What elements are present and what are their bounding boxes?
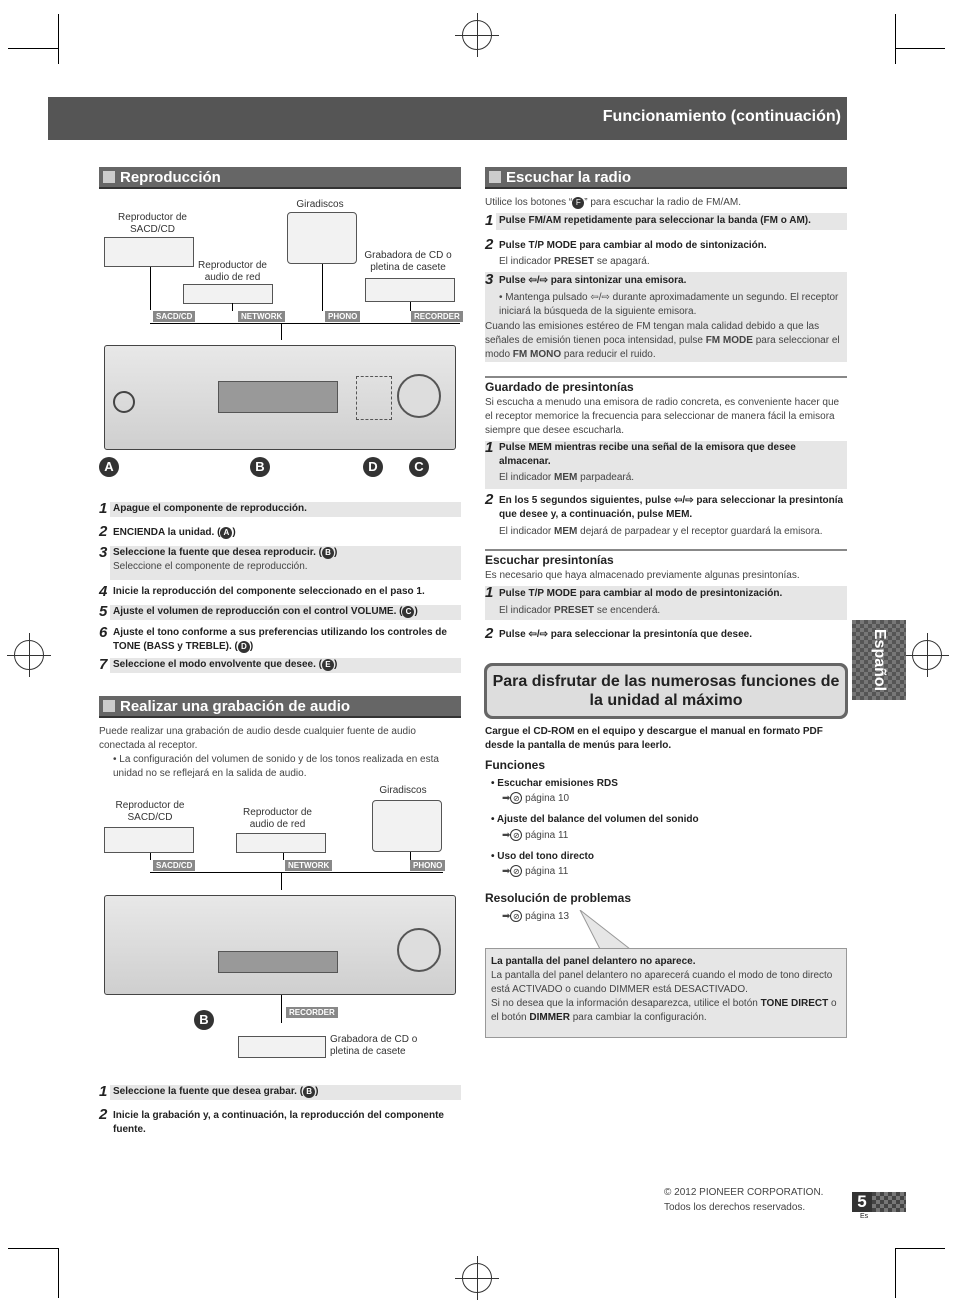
tag-phono: PHONO	[410, 860, 445, 871]
step-text: Pulse T/P MODE para cambiar al modo de presintonización.	[499, 588, 783, 599]
step-para: Cuando las emisiones estéreo de FM tengan mala calidad debido a que las señales de emisión tienen poca intensidad, pulse FM MODE para seleccionar el modo FM MONO para reducir el ruido.	[485, 321, 840, 360]
registration-mark	[912, 640, 942, 670]
subsection-escuchar: Escuchar presintonías	[485, 549, 847, 567]
crop-mark	[58, 14, 59, 64]
step-text: Seleccione la fuente que desea reproducir. ( B ) Seleccione el componente de reproducción.	[110, 546, 461, 580]
step-number: 1	[99, 500, 108, 517]
radio-intro: Utilice los botones “ F ” para escuchar la radio de FM/AM.	[485, 197, 741, 208]
crop-mark	[8, 1248, 58, 1249]
grabacion-bullet: • La configuración del volumen de sonido y de los tonos realizada en esta unidad no se reflejará en la salida de audio.	[113, 754, 439, 779]
crop-mark	[895, 1248, 945, 1249]
step-number: 1	[485, 212, 494, 229]
grabacion-intro: Puede realizar una grabación de audio desde cualquier fuente de audio conectada al receptor.	[99, 726, 416, 751]
connector-line	[150, 323, 460, 324]
step-text: En los 5 segundos siguientes, pulse ⇦/⇨ para seleccionar la presintonía que desee y, a continuación, pulse MEM.	[499, 495, 844, 520]
step-text: Ajuste el tono conforme a sus preferencias utilizando los controles de TONE (BASS y TREBLE). ( D )	[113, 627, 447, 652]
connector-line	[322, 264, 323, 311]
connector-line	[150, 853, 151, 860]
label-grabadora: Grabadora de CD o pletina de casete	[330, 1034, 418, 1057]
step-number: 1	[485, 584, 494, 601]
registration-mark	[462, 1263, 492, 1293]
registration-mark	[462, 20, 492, 50]
display-panel	[218, 951, 338, 973]
language-label: Español	[871, 628, 889, 692]
step-number: 6	[99, 624, 108, 641]
turntable-image	[287, 212, 357, 264]
cassette-deck-image	[238, 1036, 326, 1058]
step-text: Pulse ⇦/⇨ para seleccionar la presintonía que desee.	[499, 629, 752, 640]
sacd-player-image	[104, 237, 194, 267]
page-ref[interactable]: ➡ ⊘ página 10	[502, 793, 570, 804]
resolucion-heading: Resolución de problemas	[485, 891, 632, 905]
callout-b: B	[194, 1010, 214, 1030]
step-number: 1	[99, 1083, 108, 1100]
step-number: 4	[99, 583, 108, 600]
volume-knob	[397, 928, 441, 972]
callout-d: D	[363, 457, 383, 477]
step-number: 7	[99, 656, 108, 673]
connector-line	[281, 323, 282, 340]
function-item: • Uso del tono directo	[491, 851, 594, 862]
step-text: Pulse T/P MODE para cambiar al modo de sintonización.	[499, 240, 767, 251]
step-text: ENCIENDA la unidad. ( A )	[113, 527, 236, 538]
function-item: • Escuchar emisiones RDS	[491, 778, 618, 789]
footer-lang: Es	[860, 1213, 869, 1220]
cassette-deck-image	[365, 278, 455, 302]
turntable-image	[372, 800, 442, 852]
feature-title: Para disfrutar de las numerosas funciones de la unidad al máximo	[487, 666, 845, 716]
callout-b: B	[250, 457, 270, 477]
label-red: Reproductor de audio de red	[243, 807, 312, 830]
page-header: Funcionamiento (continuación)	[48, 97, 847, 140]
step-note: El indicador PRESET se encenderá.	[499, 605, 661, 616]
crop-mark	[895, 48, 945, 49]
callout-c: C	[409, 457, 429, 477]
step-number: 2	[485, 491, 494, 508]
receiver-front-panel-image	[104, 345, 456, 450]
connector-line	[281, 995, 282, 1023]
connector-line	[150, 872, 443, 873]
section-title-grabacion: Realizar una grabación de audio	[99, 696, 461, 718]
label-giradiscos: Giradiscos	[379, 785, 427, 796]
label-sacd: Reproductor de SACD/CD	[118, 212, 187, 235]
page-number: 5	[852, 1192, 872, 1212]
tag-recorder: RECORDER	[286, 1007, 338, 1018]
step-text: Ajuste el volumen de reproducción con el control VOLUME. ( C )	[110, 605, 461, 620]
tag-recorder: RECORDER	[411, 311, 463, 322]
crop-mark	[58, 1248, 59, 1298]
step-number: 5	[99, 603, 108, 620]
troubleshoot-text: La pantalla del panel delantero no aparecerá cuando el modo de tono directo está ACTIVADO o cuando DIMMER está DESACTIVADO.	[491, 970, 833, 995]
label-grabadora: Grabadora de CD o pletina de casete	[364, 250, 452, 273]
label-red: Reproductor de audio de red	[198, 260, 267, 283]
label-sacd: Reproductor de SACD/CD	[115, 800, 185, 823]
page-ref[interactable]: ➡ ⊘ página 11	[502, 830, 569, 841]
connector-line	[150, 267, 151, 310]
copyright: © 2012 PIONEER CORPORATION. Todos los derechos reservados.	[664, 1187, 824, 1213]
label-giradiscos: Giradiscos	[296, 199, 344, 210]
display-panel	[218, 381, 338, 413]
step-text: Inicie la grabación y, a continuación, la reproducción del componente fuente.	[113, 1110, 444, 1135]
step-number: 2	[99, 1106, 108, 1123]
tone-controls	[356, 376, 392, 420]
troubleshoot-text: Si no desea que la información desaparezca, utilice el botón TONE DIRECT o el botón DIMMER para cambiar la configuración.	[491, 998, 837, 1023]
step-number: 2	[485, 236, 494, 253]
step-number: 2	[485, 625, 494, 642]
language-tab	[852, 620, 906, 700]
page-ref[interactable]: ➡ ⊘ página 11	[502, 866, 569, 877]
network-player-image	[183, 284, 273, 304]
step-number: 3	[485, 271, 494, 288]
troubleshoot-title: La pantalla del panel delantero no aparece.	[491, 956, 696, 967]
troubleshoot-box	[485, 948, 847, 1038]
network-player-image	[236, 833, 326, 853]
section-title-reproduccion: Reproducción	[99, 167, 461, 189]
page-number-tab	[852, 1192, 906, 1212]
step-text: Pulse FM/AM repetidamente para seleccionar la banda (FM o AM).	[496, 213, 847, 230]
section-title-radio: Escuchar la radio	[485, 167, 847, 189]
step-text: Seleccione la fuente que desea grabar. ( B )	[110, 1085, 461, 1100]
step-note: El indicador MEM parpadeará.	[499, 472, 635, 483]
connector-line	[232, 303, 233, 311]
connector-line	[283, 853, 284, 860]
step-text: Inicie la reproducción del componente seleccionado en el paso 1.	[113, 586, 425, 597]
function-item: • Ajuste del balance del volumen del sonido	[491, 814, 699, 825]
step-number: 2	[99, 523, 108, 540]
step-text: Pulse MEM mientras recibe una señal de la emisora que desee almacenar.	[499, 442, 796, 467]
tag-sacd: SACD/CD	[153, 311, 195, 322]
guardado-intro: Si escucha a menudo una emisora de radio concreta, es conveniente hacer que el receptor memorice la frecuencia para seleccionar de manera fácil la emisora siempre que desee escucharla.	[485, 397, 840, 436]
subsection-guardado: Guardado de presintonías	[485, 376, 847, 394]
feature-callout	[484, 663, 848, 719]
standby-button	[113, 391, 135, 413]
tag-phono: PHONO	[325, 311, 360, 322]
step-bullet: • Mantenga pulsado ⇦/⇨ durante aproximadamente un segundo. El receptor iniciará la búsqueda de la siguiente emisora.	[499, 292, 839, 317]
escuchar-intro: Es necesario que haya almacenado previamente algunas presintonías.	[485, 570, 800, 581]
page-ref[interactable]: ➡ ⊘ página 13	[502, 911, 570, 922]
funciones-heading: Funciones	[485, 758, 546, 772]
step-note: El indicador MEM dejará de parpadear y el receptor guardará la emisora.	[499, 526, 823, 537]
step-text: Apague el componente de reproducción.	[110, 502, 461, 517]
connector-line	[410, 302, 411, 311]
callout-a: A	[99, 457, 119, 477]
step-text: Seleccione el modo envolvente que desee. ( E )	[110, 658, 461, 673]
tag-sacd: SACD/CD	[153, 860, 195, 871]
registration-mark	[14, 640, 44, 670]
tag-network: NETWORK	[238, 311, 285, 322]
crop-mark	[895, 1248, 896, 1298]
crop-mark	[895, 14, 896, 64]
step-number: 3	[99, 544, 108, 561]
sacd-player-image	[104, 827, 194, 853]
tag-network: NETWORK	[285, 860, 332, 871]
step-number: 1	[485, 439, 494, 456]
disfrutar-intro: Cargue el CD-ROM en el equipo y descargue el manual en formato PDF desde la pantalla de menús para leerlo.	[485, 726, 823, 751]
crop-mark	[8, 48, 58, 49]
connector-line	[281, 872, 282, 890]
callout-pointer	[575, 910, 635, 950]
step-note: El indicador PRESET se apagará.	[499, 256, 650, 267]
step-text: Pulse ⇦/⇨ para sintonizar una emisora.	[499, 275, 687, 286]
receiver-front-panel-image	[104, 895, 456, 995]
connector-line	[410, 852, 411, 860]
volume-knob	[397, 374, 441, 418]
